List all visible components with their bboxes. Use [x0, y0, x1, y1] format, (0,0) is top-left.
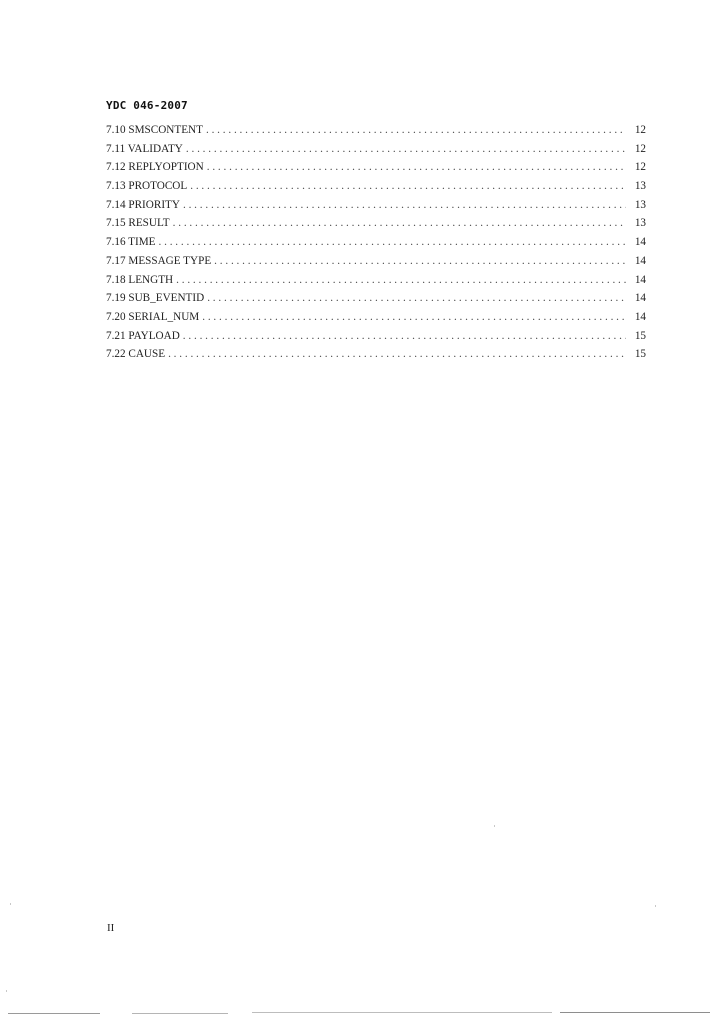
toc-entry-title: 7.11 VALIDATY	[106, 142, 183, 155]
toc-dot-leader	[173, 214, 626, 233]
toc-entry-page: 15	[634, 329, 646, 342]
toc-entry-title: 7.20 SERIAL_NUM	[106, 310, 200, 323]
toc-entry-page: 14	[634, 236, 646, 249]
toc-entry-title: 7.14 PRIORITY	[106, 198, 180, 211]
toc-entry[interactable]	[106, 289, 646, 308]
toc-entry-page: 13	[634, 217, 646, 230]
toc-entry-page: 14	[634, 310, 646, 323]
toc-entry[interactable]	[106, 233, 646, 252]
toc-entry-page: 15	[634, 348, 646, 361]
scan-speck	[655, 905, 656, 907]
page-bottom-edge	[132, 1013, 228, 1014]
toc-dot-leader	[206, 121, 626, 140]
page-bottom-edge	[560, 1012, 710, 1013]
toc-dot-leader	[183, 327, 626, 346]
scan-speck	[10, 903, 11, 905]
toc-entry-page: 14	[634, 292, 646, 305]
toc-entry[interactable]	[106, 196, 646, 215]
toc-entry-title: 7.19 SUB_EVENTID	[106, 292, 205, 305]
toc-entry-page: 12	[634, 142, 646, 155]
toc-dot-leader	[214, 252, 626, 271]
toc-entry[interactable]	[106, 158, 646, 177]
toc-entry[interactable]	[106, 177, 646, 196]
toc-entry[interactable]	[106, 214, 646, 233]
toc-entry-page: 13	[634, 198, 646, 211]
toc-entry-title: 7.13 PROTOCOL	[106, 180, 188, 193]
toc-entry[interactable]	[106, 252, 646, 271]
scan-speck	[494, 825, 495, 827]
toc-entry[interactable]	[106, 327, 646, 346]
table-of-contents	[106, 121, 646, 364]
page-bottom-edge	[8, 1013, 100, 1014]
document-header-code: YDC 046-2007	[106, 99, 188, 112]
toc-entry-title: 7.12 REPLYOPTION	[106, 161, 204, 174]
toc-dot-leader	[207, 158, 626, 177]
toc-entry[interactable]	[106, 271, 646, 290]
toc-dot-leader	[186, 140, 626, 159]
toc-entry-title: 7.15 RESULT	[106, 217, 170, 230]
toc-entry-title: 7.22 CAUSE	[106, 348, 166, 361]
toc-dot-leader	[202, 308, 626, 327]
toc-entry-title: 7.17 MESSAGE TYPE	[106, 254, 212, 267]
toc-dot-leader	[159, 233, 626, 252]
toc-entry-page: 13	[634, 180, 646, 193]
page-number: II	[107, 922, 115, 934]
toc-entry-title: 7.16 TIME	[106, 236, 156, 249]
toc-entry[interactable]	[106, 345, 646, 364]
toc-entry-title: 7.18 LENGTH	[106, 273, 174, 286]
toc-entry-title: 7.21 PAYLOAD	[106, 329, 180, 342]
toc-entry[interactable]	[106, 308, 646, 327]
toc-dot-leader	[168, 345, 626, 364]
toc-dot-leader	[207, 289, 626, 308]
toc-dot-leader	[183, 196, 626, 215]
scan-speck	[6, 990, 7, 992]
toc-entry-page: 12	[634, 124, 646, 136]
toc-dot-leader	[176, 271, 626, 290]
toc-entry-page: 12	[634, 161, 646, 174]
toc-entry-title: 7.10 SMSCONTENT	[106, 124, 203, 136]
toc-entry[interactable]	[106, 140, 646, 159]
toc-entry-page: 14	[634, 254, 646, 267]
toc-dot-leader	[190, 177, 626, 196]
toc-entry[interactable]	[106, 121, 646, 140]
page-bottom-edge	[252, 1012, 552, 1013]
toc-entry-page: 14	[634, 273, 646, 286]
